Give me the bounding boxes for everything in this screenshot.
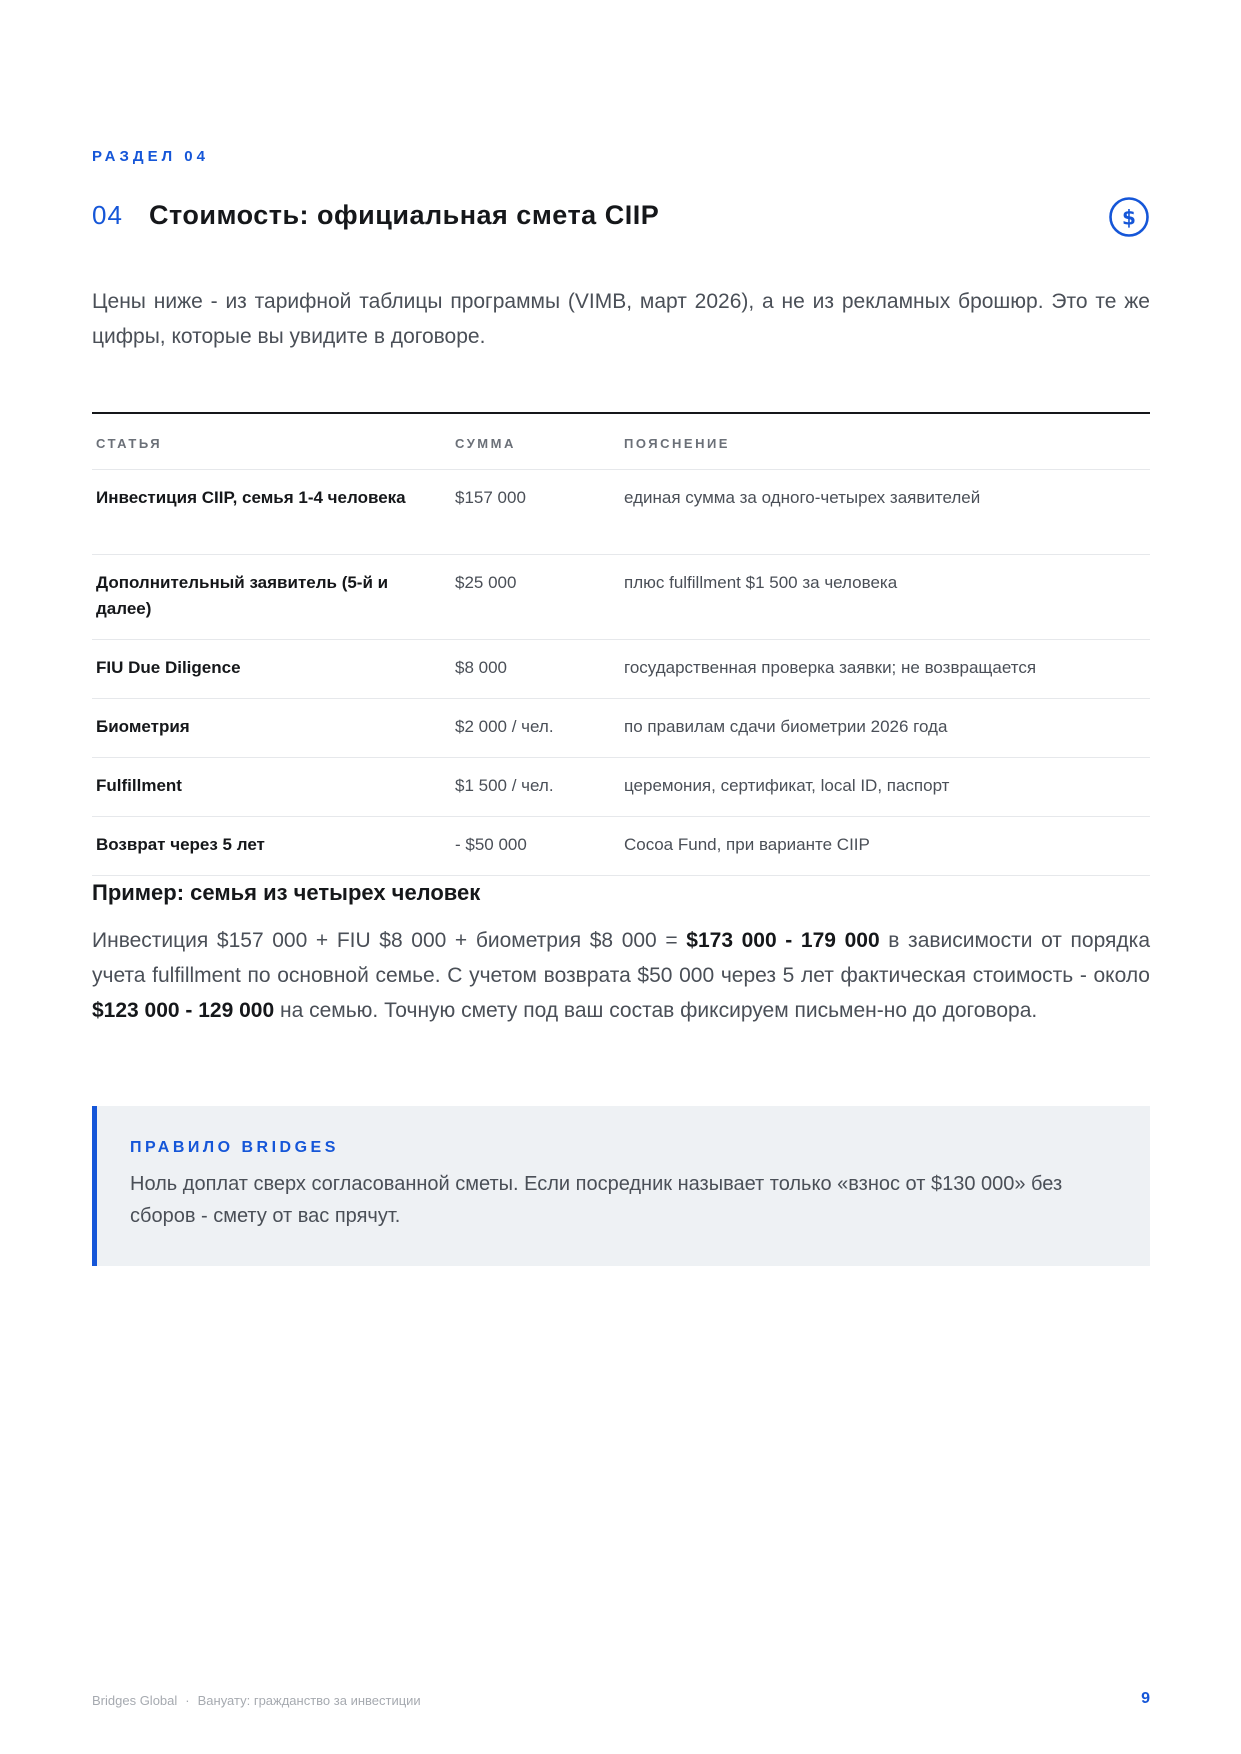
table-row — [92, 640, 1150, 699]
rule-title: ПРАВИЛО BRIDGES — [130, 1139, 339, 1156]
row-note: государственная проверка заявки; не возвращается — [624, 658, 1037, 677]
example-net-cost: $123 000 - 129 000 — [92, 999, 275, 1022]
row-note: по правилам сдачи биометрии 2026 года — [624, 717, 948, 736]
example-text-1: Инвестиция $157 000 + FIU $8 000 + биометрия $8 000 = — [92, 929, 687, 952]
dollar-circle-icon — [1108, 196, 1150, 238]
row-item: Дополнительный заявитель (5-й и далее) — [96, 573, 389, 618]
table-row — [92, 817, 1150, 876]
page-number: 9 — [1141, 1690, 1150, 1707]
example-text-3: на семью. Точную смету под ваш состав фиксируем письмен-но до договора. — [274, 999, 1038, 1022]
row-item: Возврат через 5 лет — [96, 835, 265, 854]
row-item: Биометрия — [96, 717, 190, 736]
example-heading: Пример: семья из четырех человек — [92, 880, 481, 905]
row-amount: $1 500 / чел. — [455, 776, 554, 795]
table-row — [92, 555, 1150, 640]
example-total: $173 000 - 179 000 — [686, 929, 880, 952]
section-eyebrow: РАЗДЕЛ 04 — [92, 148, 209, 165]
footer-brand: Bridges Global — [92, 1693, 178, 1708]
table-row — [92, 470, 1150, 555]
rule-text: Ноль доплат сверх согласованной сметы. Если посредник называет только «взнос от $130 000» без сборов - смету от вас прячут. — [130, 1173, 1063, 1227]
row-item: Fulfillment — [96, 776, 182, 795]
footer-separator: · — [185, 1693, 190, 1708]
cost-table — [92, 412, 1150, 876]
row-note: Cocoa Fund, при варианте CIIP — [624, 835, 870, 854]
row-amount: $157 000 — [455, 488, 526, 507]
lead-paragraph: Цены ниже - из тарифной таблицы программы (VIMB, март 2026), а не из рекламных брошюр. Это те же цифры, которые вы увидите в договоре. — [92, 290, 1150, 348]
header-note: ПОЯСНЕНИЕ — [624, 436, 730, 451]
example-paragraph — [92, 923, 1150, 1028]
footer-subtitle: Вануату: гражданство за инвестиции — [197, 1693, 421, 1708]
row-amount: $25 000 — [455, 573, 517, 592]
table-row — [92, 699, 1150, 758]
table-header — [92, 414, 1150, 470]
header-amount: СУММА — [455, 436, 516, 451]
row-note: единая сумма за одного-четырех заявителей — [624, 488, 981, 507]
svg-text:$: $ — [1122, 205, 1136, 230]
row-item: FIU Due Diligence — [96, 658, 241, 677]
page-title: Стоимость: официальная смета CIIP — [149, 200, 660, 230]
header-item: СТАТЬЯ — [96, 436, 163, 451]
example-text-2: в зависимости от порядка учета fulfillment по основной семье. С учетом возврата $50 000 через 5 лет фактическая стоимость - около — [92, 929, 1150, 987]
row-note: церемония, сертификат, local ID, паспорт — [624, 776, 950, 795]
row-note: плюс fulfillment $1 500 за человека — [624, 573, 898, 592]
footer — [92, 1693, 421, 1708]
section-title-row — [92, 196, 1150, 240]
row-item: Инвестиция CIIP, семья 1-4 человека — [96, 488, 406, 507]
page — [92, 0, 1150, 1754]
row-amount: $2 000 / чел. — [455, 717, 554, 736]
row-amount: - $50 000 — [455, 835, 527, 854]
table-row — [92, 758, 1150, 817]
section-number: 04 — [92, 200, 123, 230]
row-amount: $8 000 — [455, 658, 507, 677]
rule-callout — [92, 1106, 1150, 1266]
